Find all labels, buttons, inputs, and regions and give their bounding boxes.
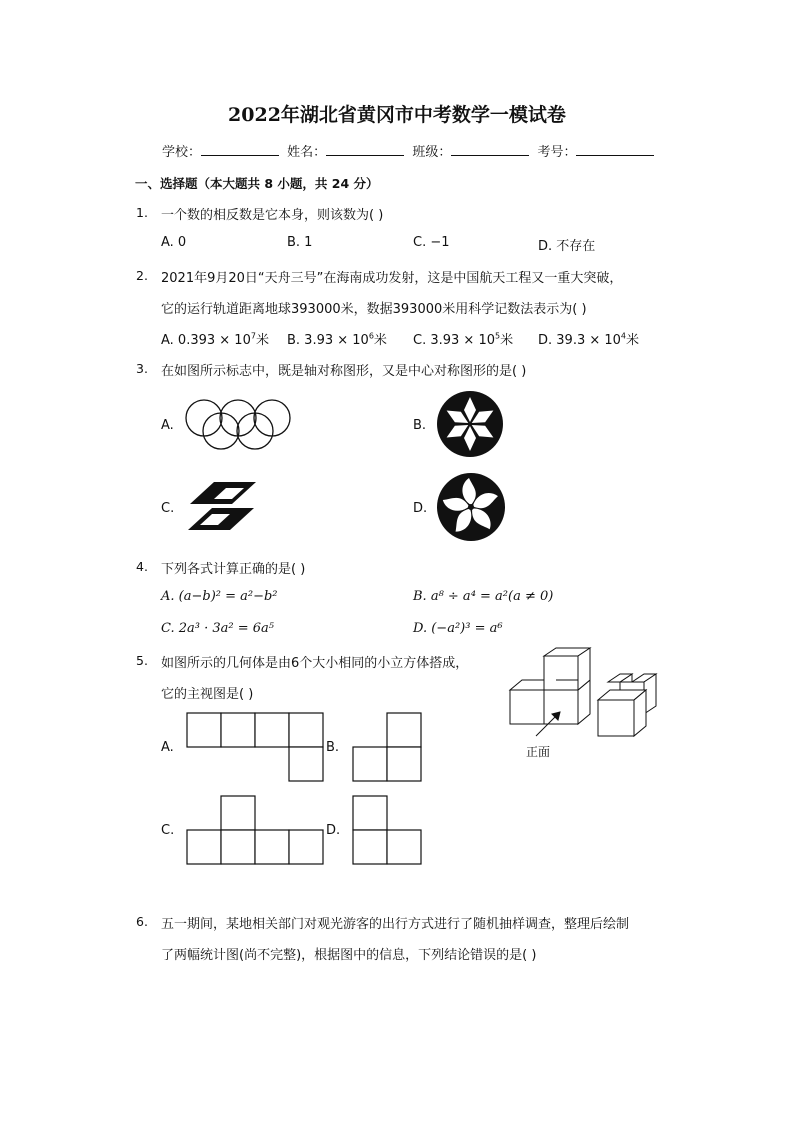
bauhinia-logo-icon [436, 472, 506, 542]
q4-option-d: D. (−a²)³ = a⁶ [413, 621, 503, 636]
q2-d-exp: 4 [620, 331, 627, 341]
q4-option-b: B. a⁸ ÷ a⁴ = a²(a ≠ 0) [413, 589, 554, 604]
q1-option-c: C. −1 [413, 235, 450, 250]
front-label: 正面 [526, 745, 551, 759]
q5-option-a: A. [161, 740, 174, 755]
q4-option-c: C. 2a³ · 3a² = 6a⁵ [161, 621, 275, 636]
q2-a-unit: 米 [255, 333, 269, 348]
q2-b-unit: 米 [373, 333, 387, 348]
q2-option-d [538, 329, 639, 348]
cube-stack-figure [508, 648, 660, 740]
student-info-row [162, 141, 658, 160]
q3-option-a: A. [161, 418, 174, 433]
q2-option-c [413, 329, 513, 348]
q5-view-c [186, 795, 326, 865]
q2-d-base: D. 39.3 × 10 [538, 333, 621, 348]
q2-b-exp: 6 [368, 331, 374, 341]
name-label: 姓名： [287, 145, 327, 160]
class-blank[interactable] [451, 143, 529, 156]
q3-number: 3. [136, 361, 148, 376]
q5-line1: 如图所示的几何体是由6个大小相同的小立方体搭成， [161, 656, 469, 671]
suzuki-logo-icon [186, 482, 258, 532]
q1-option-d: D. 不存在 [538, 239, 596, 254]
number-blank[interactable] [576, 143, 654, 156]
number-label: 考号： [537, 145, 577, 160]
q1-number: 1. [136, 205, 148, 220]
q2-c-base: C. 3.93 × 10 [413, 333, 495, 348]
q2-c-exp: 5 [495, 331, 501, 341]
q1-option-b: B. 1 [287, 235, 313, 250]
q3-option-d: D. [413, 501, 428, 516]
q5-number: 5. [136, 653, 148, 668]
q2-d-unit: 米 [626, 333, 640, 348]
olympic-rings-icon [184, 398, 292, 454]
q1-stem: 一个数的相反数是它本身，则该数为( ) [161, 208, 384, 223]
q6-line2: 了两幅统计图(尚不完整)，根据图中的信息，下列结论错误的是( ) [161, 948, 537, 963]
class-label: 班级： [412, 145, 452, 160]
q5-view-d [352, 795, 424, 865]
q4-number: 4. [136, 559, 148, 574]
q3-option-c: C. [161, 501, 175, 516]
q2-line2: 它的运行轨道距离地球393000米，数据393000米用科学记数法表示为( ) [161, 302, 587, 317]
section-heading: 一、选择题（本大题共 8 小题，共 24 分） [135, 176, 379, 191]
name-blank[interactable] [326, 143, 404, 156]
q5-view-a [186, 712, 326, 782]
q5-line2: 它的主视图是( ) [161, 687, 254, 702]
q2-option-b [287, 329, 387, 348]
school-label: 学校： [162, 145, 202, 160]
q6-line1: 五一期间，某地相关部门对观光游客的出行方式进行了随机抽样调查，整理后绘制 [161, 917, 630, 932]
q4-stem: 下列各式计算正确的是( ) [161, 562, 306, 577]
q1-option-a: A. 0 [161, 235, 187, 250]
q5-view-b [352, 712, 424, 782]
snowflake-logo-icon [436, 390, 504, 458]
q2-c-unit: 米 [500, 333, 514, 348]
q2-line1: 2021年9月20日“天舟三号”在海南成功发射，这是中国航天工程又一重大突破， [161, 271, 623, 286]
q3-stem: 在如图所示标志中，既是轴对称图形，又是中心对称图形的是( ) [161, 364, 527, 379]
q2-option-a [161, 329, 269, 348]
q2-b-base: B. 3.93 × 10 [287, 333, 369, 348]
q6-number: 6. [136, 914, 148, 929]
q5-option-d: D. [326, 823, 341, 838]
q5-option-b: B. [326, 740, 340, 755]
q4-option-a: A. (a−b)² = a²−b² [161, 589, 278, 604]
q2-a-exp: 7 [250, 331, 256, 341]
school-blank[interactable] [201, 143, 279, 156]
q3-option-b: B. [413, 418, 427, 433]
q2-a-base: A. 0.393 × 10 [161, 333, 251, 348]
page-title: 2022年湖北省黄冈市中考数学一模试卷 [228, 104, 566, 126]
q5-option-c: C. [161, 823, 175, 838]
q2-number: 2. [136, 268, 148, 283]
